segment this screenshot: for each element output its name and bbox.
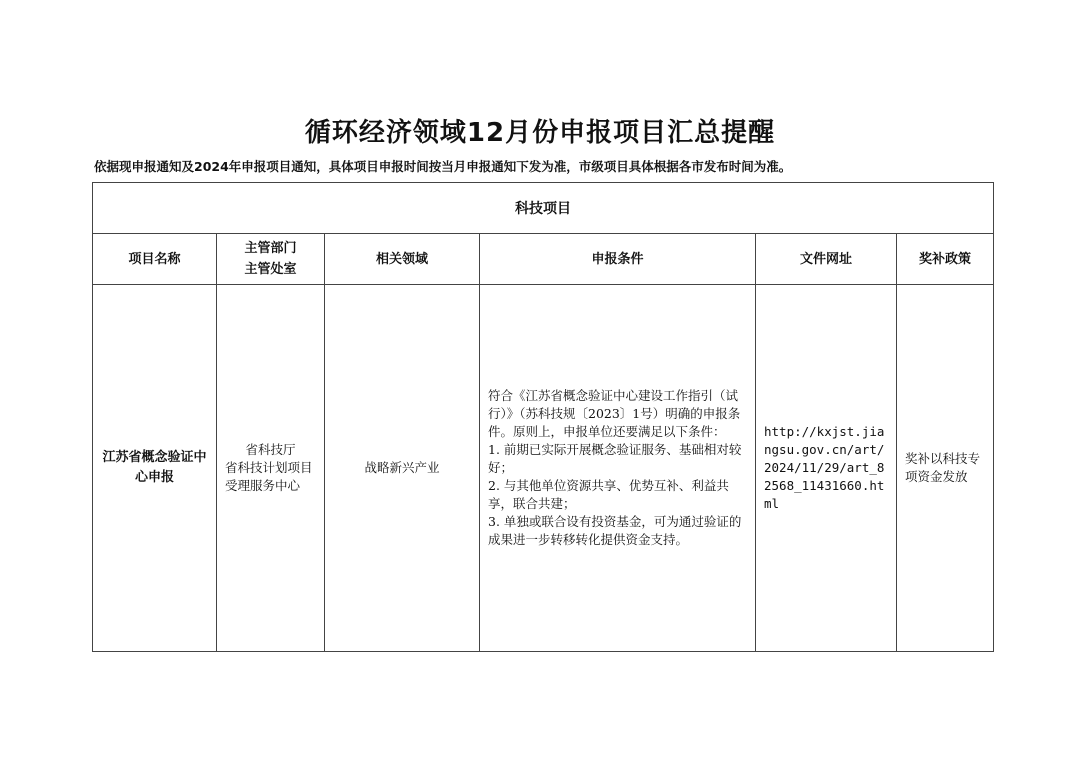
cell-office-name: 省科技计划项目受理服务中心 [225,460,313,493]
header-conditions: 申报条件 [480,234,756,285]
conditions-item-2: 2. 与其他单位资源共享、优势互补、利益共享，联合共建； [488,478,729,511]
conditions-item-3: 3. 单独或联合设有投资基金，可为通过验证的成果进一步转移转化提供资金支持。 [488,514,742,547]
cell-conditions [480,285,756,652]
cell-department [217,285,325,652]
header-department-line1: 主管部门 [244,241,297,256]
page-title: 循环经济领域12月份申报项目汇总提醒 [304,118,776,148]
header-project-name: 项目名称 [93,234,217,285]
header-department-line2: 主管处室 [244,262,297,277]
header-policy: 奖补政策 [897,234,994,285]
header-field: 相关领域 [325,234,480,285]
conditions-item-1: 1. 前期已实际开展概念验证服务、基础相对较好； [488,442,742,475]
cell-project-name: 江苏省概念验证中心申报 [93,285,217,652]
section-title: 科技项目 [93,183,994,234]
cell-document-url: http://kxjst.jiangsu.gov.cn/art/2024/11/29/art_82568_11431660.html [756,285,897,652]
section-header-row [93,183,994,234]
conditions-intro: 符合《江苏省概念验证中心建设工作指引（试行）》（苏科技规〔2023〕1号）明确的申报条件。原则上，申报单位还要满足以下条件： [488,388,741,439]
table-row [93,285,994,652]
cell-policy: 奖补以科技专项资金发放 [897,285,994,652]
header-department [217,234,325,285]
page-subtitle: 依据现申报通知及2024年申报项目通知，具体项目申报时间按当月申报通知下发为准，市级项目具体根据各市发布时间为准。 [94,159,792,174]
cell-department-name: 省科技厅 [245,442,296,457]
cell-field: 战略新兴产业 [325,285,480,652]
header-url: 文件网址 [756,234,897,285]
table-header-row [93,234,994,285]
project-summary-table [92,182,994,652]
